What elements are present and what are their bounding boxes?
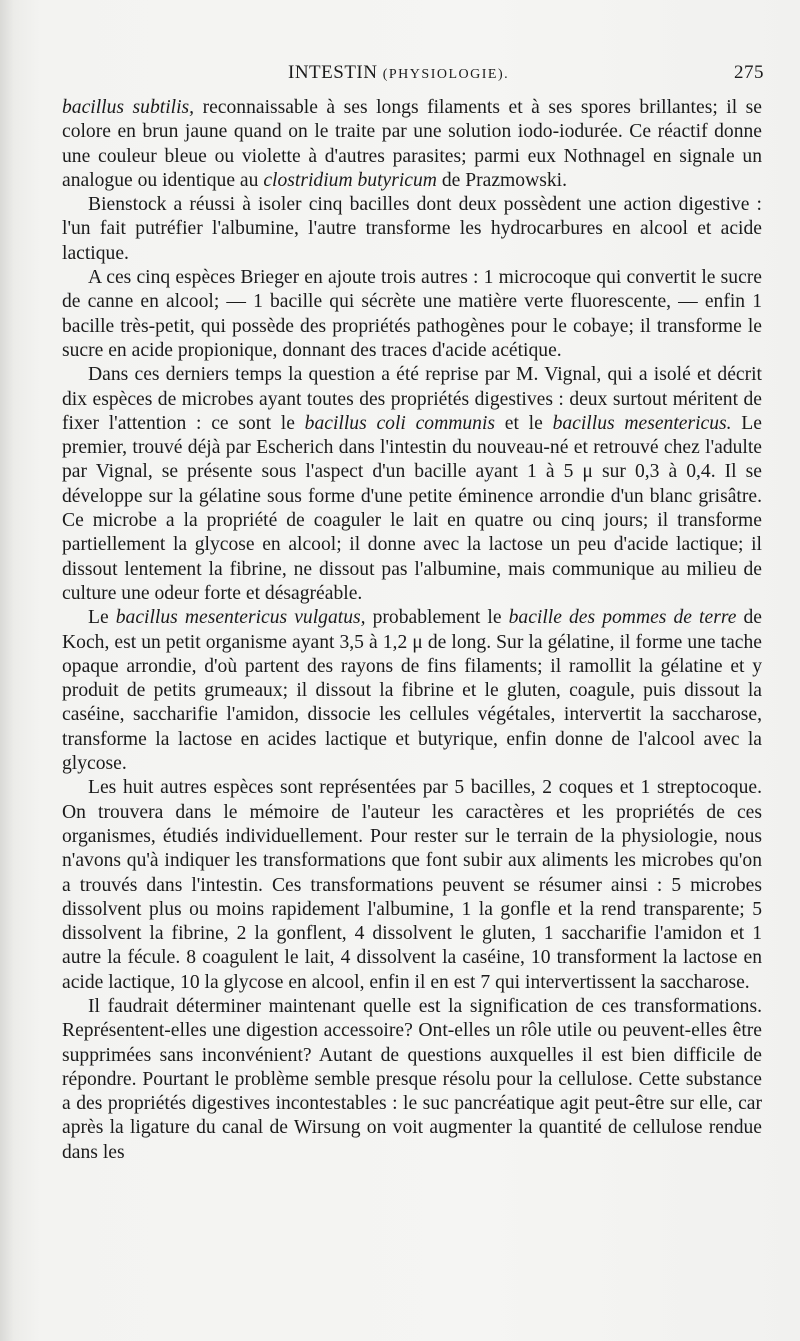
running-head-title	[288, 62, 509, 84]
text-run: Le	[88, 607, 116, 629]
body-text	[62, 96, 762, 1165]
chapter-subtitle: (PHYSIOLOGIE).	[382, 67, 510, 82]
text-run: Bienstock a réussi à isoler cinq bacilles dont deux possèdent une action digestive : l'un fait putréfier l'albumine, l'autre transforme les hydrocarbures en alcool et acide lactique.	[62, 194, 762, 264]
text-run: reconnaissable à ses longs filaments et à ses spores brillantes; il se colore en brun jaune quand on le traite par une solution iodo-iodurée. Ce réactif donne une couleur bleue ou violette à d'autres parasites; parmi eux Nothnagel en signale un analogue ou identique au	[62, 97, 762, 191]
paragraph-6	[62, 776, 762, 995]
italic-term: clostridium butyricum	[263, 169, 437, 191]
italic-term: bacillus coli communis	[304, 412, 496, 434]
italic-term: bacillus mesentericus vulgatus,	[115, 607, 366, 629]
text-run: Il faudrait déterminer maintenant quelle est la signification de ces transformations. Représentent-elles une digestion accessoire? Ont-elles un rôle utile ou peuvent-elles être supprimées sans inconvénient? Autant de questions auxquelles il est bien difficile de répondre. Pourtant le problème semble presque résolu pour la cellulose. Cette substance a des propriétés digestives incontestables : le suc pancréatique agit peut-être sur elle, car après la ligature du canal de Wirsung on voit augmenter la quantité de cellulose rendue dans les	[62, 995, 762, 1163]
text-run: Dans ces derniers temps la question a été reprise par M. Vignal, qui a isolé et décrit dix espèces de microbes ayant toutes des propriétés digestives : deux surtout méritent de fixer l'attention : ce sont le	[62, 364, 762, 434]
paragraph-1	[62, 96, 762, 193]
text-run: de Prazmowski.	[436, 169, 567, 191]
italic-term: bacille des pommes de terre	[508, 607, 737, 629]
paragraph-5	[62, 606, 762, 776]
paragraph-4	[62, 363, 762, 606]
paragraph-7	[62, 995, 762, 1165]
text-run: Le premier, trouvé déjà par Escherich dans l'intestin du nouveau-né et retrouvé chez l'adulte par Vignal, se présente sous l'aspect d'un bacille ayant 1 à 5 μ sur 0,3 à 0,4. Il se développe sur la gélatine sous forme d'une petite éminence arrondie d'un blanc grisâtre. Ce microbe a la propriété de coaguler le lait en quatre ou cinq jours; il transforme partiellement la glycose en alcool; il donne avec la lactose un peu d'acide lactique; il dissout lentement la fibrine, ne dissout pas l'albumine, mais communique au milieu de culture une odeur forte et désagréable.	[62, 412, 762, 604]
text-run: A ces cinq espèces Brieger en ajoute trois autres : 1 microcoque qui convertit le sucre de canne en alcool; — 1 bacille qui sécrète une matière verte fluorescente, — enfin 1 bacille très-petit, qui possède des propriétés pathogènes pour le cobaye; il transforme le sucre en acide propionique, donnant des traces d'acide acétique.	[62, 267, 762, 361]
paragraph-2	[62, 193, 762, 266]
italic-term: bacillus subtilis,	[62, 97, 195, 118]
running-head	[62, 62, 764, 92]
text-run: Les huit autres espèces sont représentées par 5 bacilles, 2 coques et 1 streptocoque. On trouvera dans le mémoire de l'auteur les caractères et les propriétés de ces organismes, étudiés individuellement. Pour rester sur le terrain de la physiologie, nous n'avons qu'à indiquer les transformations que font subir aux aliments les microbes qu'on a trouvés dans l'intestin. Ces transformations peuvent se résumer ainsi : 5 microbes dissolvent plus ou moins rapidement l'albumine, 1 la gonfle et la rend transparente; 5 dissolvent la fibrine, 2 la gonflent, 4 dissolvent le gluten, 1 saccharifie l'amidon et 1 autre la fécule. 8 coagulent le lait, 4 dissolvent la caséine, 10 transforment la lactose en acide lactique, 10 la glycose en alcool, enfin il en est 7 qui intervertissent la saccharose.	[62, 777, 762, 993]
chapter-title: INTESTIN	[288, 62, 378, 83]
paragraph-3	[62, 266, 762, 363]
text-run: et le	[495, 412, 553, 434]
italic-term: bacillus mesentericus.	[552, 412, 732, 434]
text-run: de Koch, est un petit organisme ayant 3,5 à 1,2 μ de long. Sur la gélatine, il forme une tache opaque arrondie, d'où partent des rayons de fins filaments; il ramollit la gélatine et y produit de petits grumeaux; il dissout la fibrine et le gluten, coagule, puis dissout la caséine, saccharifie l'amidon, dissocie les cellules végétales, intervertit la saccharose, transforme la lactose en acides lactique et butyrique, enfin donne de l'alcool avec la glycose.	[62, 607, 762, 775]
text-run: probablement le	[365, 607, 509, 629]
page-number: 275	[734, 62, 764, 83]
